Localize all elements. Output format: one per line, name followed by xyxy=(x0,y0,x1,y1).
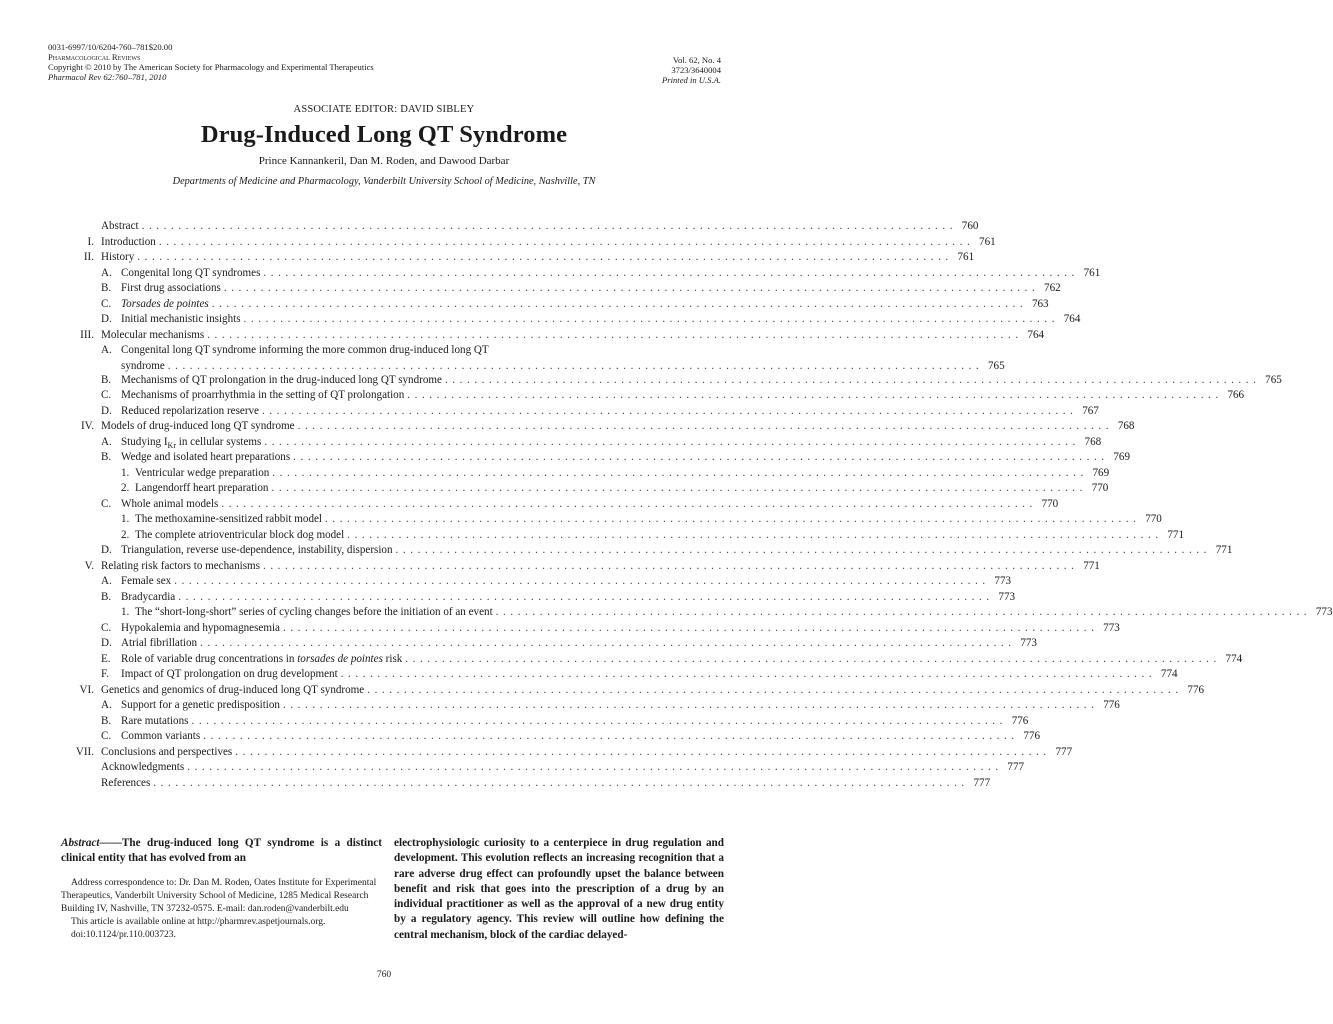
toc-entry-text-after: risk xyxy=(382,652,403,665)
toc-leader-dots: . . . . . . . . . . . . . . . . . . . . . . . . . . . . . . . . . . . . . . . . . . . . . . . . . . . . . . . . . . . . . . . . . . . . . . . . . . . . . . . . . . . . . . . . . . . . . . . . . . . . . . . . . . . . . . . xyxy=(223,282,1036,294)
toc-leader-dots: . . . . . . . . . . . . . . . . . . . . . . . . . . . . . . . . . . . . . . . . . . . . . . . . . . . . . . . . . . . . . . . . . . . . . . . . . . . . . . . . . . . . . . . . . . . . . . . . . . . . . . . . . . . . . . . xyxy=(395,544,1208,556)
toc-leader-dots: . . . . . . . . . . . . . . . . . . . . . . . . . . . . . . . . . . . . . . . . . . . . . . . . . . . . . . . . . . . . . . . . . . . . . . . . . . . . . . . . . . . . . . . . . . . . . . . . . . . . . . . . . . . . . . . xyxy=(178,590,991,603)
toc-entry-label xyxy=(101,235,156,251)
toc-entry[interactable] xyxy=(60,388,1245,404)
toc-entry[interactable] xyxy=(60,435,1102,451)
toc-subsection-marker: C. xyxy=(101,297,112,310)
toc-entry-label xyxy=(101,776,150,792)
abstract-heading: Abstract xyxy=(61,837,100,849)
toc-entry[interactable] xyxy=(60,776,991,792)
toc-page-number: 765 xyxy=(987,359,1005,372)
toc-page-number: 777 xyxy=(1007,761,1025,773)
toc-leader-dots: . . . . . . . . . . . . . . . . . . . . . . . . . . . . . . . . . . . . . . . . . . . . . . . . . . . . . . . . . . . . . . . . . . . . . . . . . . . . . . . . . . . . . . . . . . . . . . . . . . . . . . . . . . . . . . . xyxy=(211,297,1024,310)
toc-entry-text: Initial mechanistic insights xyxy=(121,313,241,325)
toc-entry[interactable] xyxy=(60,466,1110,482)
toc-page-number: 777 xyxy=(1055,745,1073,758)
toc-leader-dots: . . . . . . . . . . . . . . . . . . . . . . . . . . . . . . . . . . . . . . . . . . . . . . . . . . . . . . . . . . . . . . . . . . . . . . . . . . . . . . . . . . . . . . . . . . . . . . . . . . . . . . . . . . . . . . . xyxy=(271,482,1084,494)
toc-subsection-marker: D. xyxy=(101,544,112,556)
toc-leader-dots: . . . . . . . . . . . . . . . . . . . . . . . . . . . . . . . . . . . . . . . . . . . . . . . . . . . . . . . . . . . . . . . . . . . . . . . . . . . . . . . . . . . . . . . . . . . . . . . . . . . . . . . . . . . . . . . xyxy=(282,699,1095,711)
toc-subsection-marker: D. xyxy=(101,313,112,325)
toc-subsection-marker: 1. xyxy=(121,606,130,618)
toc-page-number: 762 xyxy=(1044,282,1061,294)
toc-entry[interactable] xyxy=(60,343,702,359)
toc-page-number: 768 xyxy=(1084,435,1102,448)
toc-subsection-marker: A. xyxy=(101,699,112,711)
toc-entry[interactable] xyxy=(60,404,1099,420)
toc-page-number: 776 xyxy=(1023,730,1041,742)
toc-entry[interactable] xyxy=(60,419,1135,435)
toc-entry-label xyxy=(101,281,221,297)
toc-page-number: 776 xyxy=(1187,683,1205,696)
toc-page-number: 771 xyxy=(1215,544,1233,556)
toc-entry-label xyxy=(121,481,268,497)
toc-entry-label xyxy=(101,219,139,235)
toc-page-number: 764 xyxy=(1027,328,1045,341)
toc-entry-text: Ventricular wedge preparation xyxy=(135,466,270,479)
toc-page-number: 774 xyxy=(1160,668,1178,680)
abstract-left xyxy=(61,836,382,867)
header-right xyxy=(662,55,721,85)
toc-entry-label xyxy=(101,745,232,761)
toc-entry-label xyxy=(101,621,280,637)
toc-entry[interactable] xyxy=(60,698,1120,714)
toc-leader-dots: . . . . . . . . . . . . . . . . . . . . . . . . . . . . . . . . . . . . . . . . . . . . . . . . . . . . . . . . . . . . . . . . . . . . . . . . . . . . . . . . . . . . . . . . . . . . . . . . . . . . . . . . . . . . . . . xyxy=(340,668,1153,680)
toc-page-number: 773 xyxy=(1103,621,1120,634)
toc-entry[interactable] xyxy=(60,574,1012,590)
toc-section-number: IV. xyxy=(80,420,94,432)
abstract-text-right: electrophysiologic curiosity to a centerpiece in drug regulation and development. This evolution reflects an increasing recognition that a rare adverse drug effect can profoundly upset the balance between benefit and risk that goes into the prescription of a drug by an individual practitioner as well as the approval of a new drug entity by a regulatory agency. This review will outline how defining the central mechanism, block of the cardiac delayed- xyxy=(394,837,724,941)
toc-entry-text: First drug associations xyxy=(121,282,221,294)
journal-name: Pharmacological Reviews xyxy=(48,52,141,62)
toc-page-number xyxy=(680,343,702,359)
toc-entry[interactable] xyxy=(60,605,1333,621)
toc-entry-text: Torsades de pointes xyxy=(121,297,209,310)
toc-section-number: III. xyxy=(80,328,94,341)
toc-entry-label xyxy=(121,512,322,528)
toc-entry-subscript: Kr xyxy=(167,440,176,450)
toc-leader-dots: . . . . . . . . . . . . . . . . . . . . . . . . . . . . . . . . . . . . . . . . . . . . . . . . . . . . . . . . . . . . . . . . . . . . . . . . . . . . . . . . . . . . . . . . . . . . . . . . . . . . . . . . . . . . . . . xyxy=(141,220,954,232)
toc-entry-text: Wedge and isolated heart preparations xyxy=(121,451,291,463)
toc-entry-text: The methoxamine-sensitized rabbit model xyxy=(135,513,322,525)
toc-subsection-marker: A. xyxy=(101,344,112,356)
toc-entry-label xyxy=(101,683,364,699)
doi-note: doi:10.1124/pr.110.003723. xyxy=(71,929,176,940)
volume-line: Vol. 62, No. 4 xyxy=(672,55,721,65)
toc-subsection-marker: F. xyxy=(101,668,110,680)
toc-leader-dots: . . . . . . . . . . . . . . . . . . . . . . . . . . . . . . . . . . . . . . . . . . . . . . . . . . . . . . . . . . . . . . . . . . . . . . . . . . . . . . . . . . . . . . . . . . . . . . . . . . . . . . . . . . . . . . . xyxy=(347,528,1160,541)
online-note: This article is available online at http://pharmrev.aspetjournals.org. xyxy=(71,916,326,927)
toc-entry-label xyxy=(101,559,260,575)
toc-entry-label xyxy=(101,543,393,559)
toc-entry-label xyxy=(101,497,218,513)
toc-page-number: 769 xyxy=(1092,466,1110,479)
toc-subsection-marker: 1. xyxy=(121,466,130,479)
toc-leader-dots: . . . . . . . . . . . . . . . . . . . . . . . . . . . . . . . . . . . . . . . . . . . . . . . . . . . . . . . . . . . . . . . . . . . . . . . . . . . . . . . . . . . . . . . . . . . . . . . . . . . . . . . . . . . . . . . xyxy=(203,730,1016,742)
toc-leader-dots: . . . . . . . . . . . . . . . . . . . . . . . . . . . . . . . . . . . . . . . . . . . . . . . . . . . . . . . . . . . . . . . . . . . . . . . . . . . . . . . . . . . . . . . . . . . . . . . . . . . . . . . . . . . . . . . xyxy=(261,404,1074,417)
toc-entry-text: syndrome xyxy=(121,359,165,372)
toc-subsection-marker: B. xyxy=(101,282,112,294)
copyright-line: Copyright © 2010 by The American Society for Pharmacology and Experimental Therapeutics xyxy=(48,62,374,72)
toc-entry-label xyxy=(101,250,134,266)
toc-entry-text: Relating risk factors to mechanisms xyxy=(101,559,260,572)
toc-entry-text-after: in cellular systems xyxy=(176,435,262,448)
toc-section-number: II. xyxy=(83,251,94,263)
toc-page-number: 773 xyxy=(998,590,1016,603)
issn-line: 0031-6997/10/6204-760–781$20.00 xyxy=(48,42,173,52)
toc-entry-text: Reduced repolarization reserve xyxy=(121,404,259,417)
toc-entry-text: Molecular mechanisms xyxy=(101,328,205,341)
toc-entry-label xyxy=(101,450,290,466)
toc-entry-label xyxy=(101,266,260,282)
toc-entry-text: History xyxy=(101,251,135,263)
toc-entry-label xyxy=(101,404,259,420)
toc-entry-text: Role of variable drug concentrations in xyxy=(121,652,298,665)
toc-entry[interactable] xyxy=(60,235,996,251)
page-number: 760 xyxy=(376,970,392,980)
toc-subsection-marker: E. xyxy=(101,652,111,665)
toc-entry[interactable] xyxy=(60,590,1016,606)
toc-entry-text: Models of drug-induced long QT syndrome xyxy=(101,420,295,432)
toc-subsection-marker: B. xyxy=(101,590,112,603)
toc-entry-label xyxy=(101,652,402,668)
toc-subsection-marker: 1. xyxy=(121,513,130,525)
toc-page-number: 764 xyxy=(1063,313,1081,325)
toc-section-number: V. xyxy=(84,559,94,572)
header-left xyxy=(48,42,374,82)
toc-leader-dots: . . . . . . . . . . . . . . . . . . . . . . . . . . . . . . . . . . . . . . . . . . . . . . . . . . . . . . . . . . . . . . . . . . . . . . . . . . . . . . . . . . . . . . . . . . . . . . . . . . . . . . . . . . . . . . . xyxy=(293,451,1105,463)
toc-entry-italic-text: torsades de pointes xyxy=(297,652,383,665)
toc-subsection-marker: A. xyxy=(101,575,112,587)
toc-entry-label xyxy=(121,466,269,482)
toc-entry[interactable] xyxy=(60,328,1045,344)
toc-entry-text: Genetics and genomics of drug-induced long QT syndrome xyxy=(101,683,365,696)
toc-entry-label xyxy=(101,297,209,313)
toc-page-number: 760 xyxy=(961,220,979,232)
article-title: Drug-Induced Long QT Syndrome xyxy=(200,121,568,148)
toc-leader-dots: . . . . . . . . . . . . . . . . . . . . . . . . . . . . . . . . . . . . . . . . . . . . . . . . . . . . . . . . . . . . . . . . . . . . . . . . . . . . . . . . . . . . . . . . . . . . . . . . . . . . . . . . . . . . . . . xyxy=(243,313,1056,325)
toc-entry-text: Atrial fibrillation xyxy=(121,637,198,649)
toc-section-number: VI. xyxy=(79,683,94,696)
toc-page-number: 771 xyxy=(1083,559,1100,572)
toc-entry[interactable] xyxy=(60,760,1025,776)
toc-entry[interactable] xyxy=(60,312,1081,328)
toc-leader-dots: . . . . . . . . . . . . . . . . . . . . . . . . . . . . . . . . . . . . . . . . . . . . . . . . . . . . . . . . . . . . . . . . . . . . . . . . . . . . . . . . . . . . . . . . . . . . . . . . . . . . . . . . . . . . . . . xyxy=(235,745,1048,758)
table-of-contents xyxy=(60,219,1333,791)
toc-page-number: 776 xyxy=(1103,699,1120,711)
left-column xyxy=(61,836,382,942)
toc-page-number: 773 xyxy=(1315,606,1333,618)
toc-entry-label xyxy=(101,312,241,328)
toc-entry-text: Studying I xyxy=(121,435,168,448)
toc-page-number: 761 xyxy=(957,251,975,263)
toc-entry-text: Langendorff heart preparation xyxy=(135,482,269,494)
toc-entry-text: Female sex xyxy=(121,575,172,587)
toc-entry[interactable] xyxy=(60,297,1049,313)
toc-subsection-marker: D. xyxy=(101,404,112,417)
toc-leader-dots: . . . . . . . . . . . . . . . . . . . . . . . . . . . . . . . . . . . . . . . . . . . . . . . . . . . . . . . . . . . . . . . . . . . . . . . . . . . . . . . . . . . . . . . . . . . . . . . . . . . . . . . . . . . . . . . xyxy=(200,637,1012,649)
toc-section-number: I. xyxy=(87,235,94,248)
toc-leader-dots: . . . . . . . . . . . . . . . . . . . . . . . . . . . . . . . . . . . . . . . . . . . . . . . . . . . . . . . . . . . . . . . . . . . . . . . . . . . . . . . . . . . . . . . . . . . . . . . . . . . . . . . . . . . . . . . xyxy=(191,714,1004,727)
toc-leader-dots: . . . . . . . . . . . . . . . . . . . . . . . . . . . . . . . . . . . . . . . . . . . . . . . . . . . . . . . . . . . . . . . . . . . . . . . . . . . . . . . . . . . . . . . . . . . . . . . . . . . . . . . . . . . . . . . xyxy=(297,420,1110,432)
toc-entry-label xyxy=(101,574,171,590)
toc-entry-label xyxy=(121,605,493,621)
toc-leader-dots: . . . . . . . . . . . . . . . . . . . . . . . . . . . . . . . . . . . . . . . . . . . . . . . . . . . . . . . . . . . . . . . . . . . . . . . . . . . . . . . . . . . . . . . . . . . . . . . . . . . . . . . . . . . . . . . xyxy=(282,621,1095,634)
affiliation: Departments of Medicine and Pharmacology, Vanderbilt University School of Medicine, Nashville, TN xyxy=(172,176,596,187)
toc-entry-label xyxy=(101,760,184,776)
toc-entry-text: Acknowledgments xyxy=(101,761,185,773)
toc-section-number: VII. xyxy=(75,745,94,758)
toc-leader-dots: . . . . . . . . . . . . . . . . . . . . . . . . . . . . . . . . . . . . . . . . . . . . . . . . . . . . . . . . . . . . . . . . . . . . . . . . . . . . . . . . . . . . . . . . . . . . . . . . . . . . . . . . . . . . . . . xyxy=(367,683,1180,696)
toc-leader-dots: . . . . . . . . . . . . . . . . . . . . . . . . . . . . . . . . . . . . . . . . . . . . . . . . . . . . . . . . . . . . . . . . . . . . . . . . . . . . . . . . . . . . . . . . . . . . . . . . . . . . . . . . . . . . . . . xyxy=(262,559,1075,572)
toc-leader-dots xyxy=(492,343,677,359)
toc-entry[interactable] xyxy=(60,714,1029,730)
toc-page-number: 776 xyxy=(1011,714,1029,727)
article-id-line: 3723/3640004 xyxy=(671,65,721,75)
toc-entry-label xyxy=(101,343,489,359)
toc-entry-label xyxy=(101,419,295,435)
toc-subsection-marker: C. xyxy=(101,497,112,510)
toc-entry[interactable] xyxy=(60,683,1205,699)
toc-entry[interactable] xyxy=(60,281,1061,297)
toc-page-number: 761 xyxy=(979,235,996,248)
toc-entry-text: Support for a genetic predisposition xyxy=(121,699,280,711)
author-list: Prince Kannankeril, Dan M. Roden, and Dawood Darbar xyxy=(258,155,510,167)
toc-leader-dots: . . . . . . . . . . . . . . . . . . . . . . . . . . . . . . . . . . . . . . . . . . . . . . . . . . . . . . . . . . . . . . . . . . . . . . . . . . . . . . . . . . . . . . . . . . . . . . . . . . . . . . . . . . . . . . . xyxy=(264,435,1077,448)
toc-leader-dots: . . . . . . . . . . . . . . . . . . . . . . . . . . . . . . . . . . . . . . . . . . . . . . . . . . . . . . . . . . . . . . . . . . . . . . . . . . . . . . . . . . . . . . . . . . . . . . . . . . . . . . . . . . . . . . . xyxy=(444,373,1257,386)
toc-page-number: 769 xyxy=(1113,451,1130,463)
toc-entry[interactable] xyxy=(60,219,979,235)
toc-subsection-marker: B. xyxy=(101,714,112,727)
toc-entry[interactable] xyxy=(60,497,1059,513)
toc-page-number: 765 xyxy=(1265,373,1282,386)
toc-entry[interactable] xyxy=(60,745,1073,761)
footnote xyxy=(61,877,382,942)
toc-page-number: 770 xyxy=(1091,482,1109,494)
toc-entry-label xyxy=(101,359,165,373)
toc-entry[interactable] xyxy=(60,450,1130,466)
toc-entry[interactable] xyxy=(60,636,1037,652)
toc-page-number: 773 xyxy=(1020,637,1037,649)
printed-line: Printed in U.S.A. xyxy=(662,75,721,85)
toc-entry-label xyxy=(121,528,344,544)
toc-entry-label xyxy=(101,729,200,745)
toc-subsection-marker: D. xyxy=(101,637,112,649)
correspondence-note: Address correspondence to: Dr. Dan M. Roden, Oates Institute for Experimental Therapeutics, Vanderbilt University School of Medicine, 1285 Medical Research Building IV, Nashville, TN 37232-0575. E-mail: dan.roden@vanderbilt.edu xyxy=(61,877,377,914)
abstract-dash: —— xyxy=(99,837,122,849)
toc-leader-dots: . . . . . . . . . . . . . . . . . . . . . . . . . . . . . . . . . . . . . . . . . . . . . . . . . . . . . . . . . . . . . . . . . . . . . . . . . . . . . . . . . . . . . . . . . . . . . . . . . . . . . . . . . . . . . . . xyxy=(405,652,1218,665)
toc-leader-dots: . . . . . . . . . . . . . . . . . . . . . . . . . . . . . . . . . . . . . . . . . . . . . . . . . . . . . . . . . . . . . . . . . . . . . . . . . . . . . . . . . . . . . . . . . . . . . . . . . . . . . . . . . . . . . . . xyxy=(153,776,966,789)
toc-entry-text: Congenital long QT syndromes xyxy=(121,266,261,279)
toc-entry[interactable] xyxy=(60,373,1282,389)
toc-entry[interactable] xyxy=(60,528,1185,544)
toc-page-number: 763 xyxy=(1031,297,1049,310)
toc-subsection-marker: B. xyxy=(101,373,112,386)
toc-entry[interactable] xyxy=(60,250,975,266)
toc-entry-text: Rare mutations xyxy=(121,714,189,727)
toc-entry-label xyxy=(101,636,197,652)
toc-page-number: 768 xyxy=(1117,420,1135,432)
toc-subsection-marker: 2. xyxy=(121,528,130,541)
right-column xyxy=(394,836,724,943)
toc-page-number: 774 xyxy=(1225,652,1243,665)
toc-entry[interactable] xyxy=(60,559,1100,575)
toc-entry-text: Common variants xyxy=(121,730,201,742)
toc-leader-dots: . . . . . . . . . . . . . . . . . . . . . . . . . . . . . . . . . . . . . . . . . . . . . . . . . . . . . . . . . . . . . . . . . . . . . . . . . . . . . . . . . . . . . . . . . . . . . . . . . . . . . . . . . . . . . . . xyxy=(158,235,971,248)
toc-entry-text: Hypokalemia and hypomagnesemia xyxy=(121,621,280,634)
toc-entry-label xyxy=(101,667,338,683)
toc-subsection-marker: C. xyxy=(101,730,112,742)
toc-entry[interactable] xyxy=(60,667,1178,683)
toc-page-number: 777 xyxy=(973,776,991,789)
toc-entry-label xyxy=(101,698,280,714)
toc-leader-dots: . . . . . . . . . . . . . . . . . . . . . . . . . . . . . . . . . . . . . . . . . . . . . . . . . . . . . . . . . . . . . . . . . . . . . . . . . . . . . . . . . . . . . . . . . . . . . . . . . . . . . . . . . . . . . . . xyxy=(174,575,987,587)
toc-subsection-marker: C. xyxy=(101,621,112,634)
toc-entry-text: The complete atrioventricular block dog model xyxy=(135,528,345,541)
toc-entry[interactable] xyxy=(60,266,1101,282)
toc-entry-label xyxy=(101,388,404,404)
toc-entry[interactable] xyxy=(60,652,1243,668)
toc-entry-text: Abstract xyxy=(101,220,139,232)
toc-entry-text: Mechanisms of QT prolongation in the drug-induced long QT syndrome xyxy=(121,373,442,386)
toc-leader-dots: . . . . . . . . . . . . . . . . . . . . . . . . . . . . . . . . . . . . . . . . . . . . . . . . . . . . . . . . . . . . . . . . . . . . . . . . . . . . . . . . . . . . . . . . . . . . . . . . . . . . . . . . . . . . . . . xyxy=(137,251,950,263)
toc-entry[interactable] xyxy=(60,359,1005,373)
toc-entry-text: The “short-long-short” series of cycling changes before the initiation of an event xyxy=(135,606,493,618)
toc-leader-dots: . . . . . . . . . . . . . . . . . . . . . . . . . . . . . . . . . . . . . . . . . . . . . . . . . . . . . . . . . . . . . . . . . . . . . . . . . . . . . . . . . . . . . . . . . . . . . . . . . . . . . . . . . . . . . . . xyxy=(495,606,1308,618)
toc-subsection-marker: A. xyxy=(101,435,112,448)
toc-entry[interactable] xyxy=(60,543,1233,559)
toc-entry-text: Introduction xyxy=(101,235,156,248)
toc-entry-text: Bradycardia xyxy=(121,590,176,603)
toc-subsection-marker: C. xyxy=(101,389,112,401)
associate-editor: ASSOCIATE EDITOR: DAVID SIBLEY xyxy=(293,104,475,115)
toc-entry[interactable] xyxy=(60,621,1120,637)
toc-leader-dots: . . . . . . . . . . . . . . . . . . . . . . . . . . . . . . . . . . . . . . . . . . . . . . . . . . . . . . . . . . . . . . . . . . . . . . . . . . . . . . . . . . . . . . . . . . . . . . . . . . . . . . . . . . . . . . . xyxy=(407,389,1220,401)
toc-entry[interactable] xyxy=(60,729,1041,745)
toc-page-number: 767 xyxy=(1082,404,1099,417)
toc-leader-dots: . . . . . . . . . . . . . . . . . . . . . . . . . . . . . . . . . . . . . . . . . . . . . . . . . . . . . . . . . . . . . . . . . . . . . . . . . . . . . . . . . . . . . . . . . . . . . . . . . . . . . . . . . . . . . . . xyxy=(272,466,1085,479)
toc-leader-dots: . . . . . . . . . . . . . . . . . . . . . . . . . . . . . . . . . . . . . . . . . . . . . . . . . . . . . . . . . . . . . . . . . . . . . . . . . . . . . . . . . . . . . . . . . . . . . . . . . . . . . . . . . . . . . . . xyxy=(221,497,1034,510)
toc-entry-text: Conclusions and perspectives xyxy=(101,745,233,758)
toc-entry[interactable] xyxy=(60,512,1162,528)
toc-entry-text: Mechanisms of proarrhythmia in the setting of QT prolongation xyxy=(121,389,405,401)
toc-entry-label xyxy=(101,328,204,344)
toc-page-number: 773 xyxy=(994,575,1012,587)
toc-leader-dots: . . . . . . . . . . . . . . . . . . . . . . . . . . . . . . . . . . . . . . . . . . . . . . . . . . . . . . . . . . . . . . . . . . . . . . . . . . . . . . . . . . . . . . . . . . . . . . . . . . . . . . . . . . . . . . . xyxy=(167,359,980,372)
toc-entry-text: Triangulation, reverse use-dependence, instability, dispersion xyxy=(121,544,393,556)
toc-page-number: 770 xyxy=(1145,513,1162,525)
toc-leader-dots: . . . . . . . . . . . . . . . . . . . . . . . . . . . . . . . . . . . . . . . . . . . . . . . . . . . . . . . . . . . . . . . . . . . . . . . . . . . . . . . . . . . . . . . . . . . . . . . . . . . . . . . . . . . . . . . xyxy=(207,328,1020,341)
toc-entry-label xyxy=(101,714,188,730)
toc-entry-text: Congenital long QT syndrome informing the more common drug-induced long QT xyxy=(121,344,489,356)
toc-entry-text: References xyxy=(101,776,151,789)
toc-entry[interactable] xyxy=(60,481,1109,497)
toc-page-number: 761 xyxy=(1083,266,1101,279)
toc-entry-label xyxy=(101,373,442,389)
toc-leader-dots: . . . . . . . . . . . . . . . . . . . . . . . . . . . . . . . . . . . . . . . . . . . . . . . . . . . . . . . . . . . . . . . . . . . . . . . . . . . . . . . . . . . . . . . . . . . . . . . . . . . . . . . . . . . . . . . xyxy=(187,761,1000,773)
toc-leader-dots: . . . . . . . . . . . . . . . . . . . . . . . . . . . . . . . . . . . . . . . . . . . . . . . . . . . . . . . . . . . . . . . . . . . . . . . . . . . . . . . . . . . . . . . . . . . . . . . . . . . . . . . . . . . . . . . xyxy=(325,513,1137,525)
citation-line: Pharmacol Rev 62:760–781, 2010 xyxy=(48,72,167,82)
toc-entry-text: Whole animal models xyxy=(121,497,219,510)
toc-subsection-marker: B. xyxy=(101,451,112,463)
toc-page-number: 770 xyxy=(1041,497,1059,510)
toc-entry-label xyxy=(101,590,175,606)
toc-leader-dots: . . . . . . . . . . . . . . . . . . . . . . . . . . . . . . . . . . . . . . . . . . . . . . . . . . . . . . . . . . . . . . . . . . . . . . . . . . . . . . . . . . . . . . . . . . . . . . . . . . . . . . . . . . . . . . . xyxy=(263,266,1076,279)
toc-subsection-marker: A. xyxy=(101,266,112,279)
toc-page-number: 771 xyxy=(1167,528,1185,541)
toc-entry-text: Impact of QT prolongation on drug development xyxy=(121,668,338,680)
toc-page-number: 766 xyxy=(1227,389,1245,401)
abstract-text-left: The drug-induced long QT syndrome is a distinct clinical entity that has evolved from an xyxy=(61,837,382,865)
toc-subsection-marker: 2. xyxy=(121,482,130,494)
